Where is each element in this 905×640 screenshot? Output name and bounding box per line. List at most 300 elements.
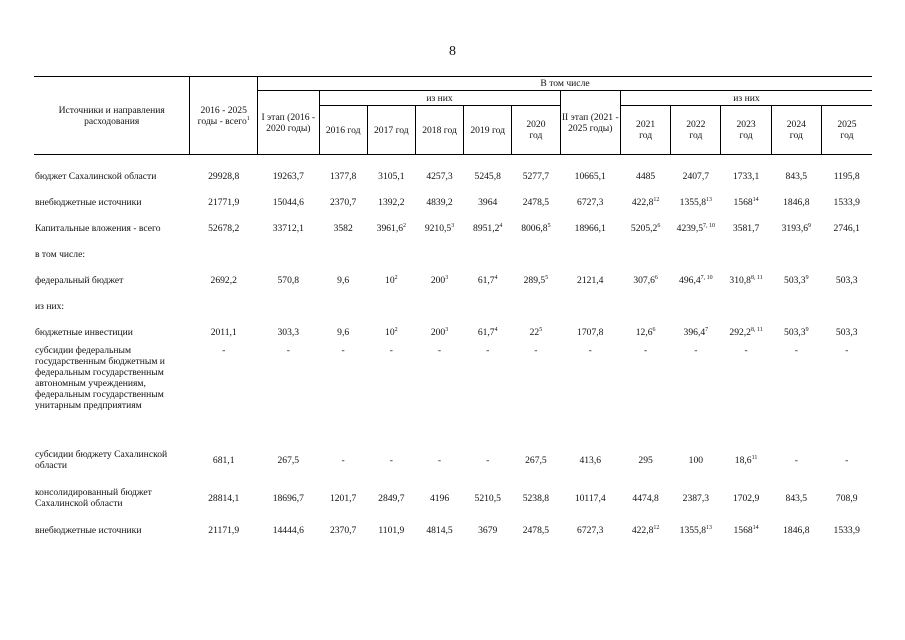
table-cell <box>367 345 415 441</box>
table-cell <box>560 189 621 215</box>
table-cell <box>560 319 621 345</box>
cell-footnote: 2 <box>394 326 398 333</box>
table-cell <box>415 441 463 479</box>
cell-value: - <box>437 345 442 356</box>
table-cell <box>512 517 560 543</box>
cell-value: 18,6 <box>734 454 752 466</box>
cell-footnote: 2 <box>394 274 398 281</box>
cell-footnote: 5 <box>539 326 543 333</box>
table-row <box>34 479 872 517</box>
cell-value: - <box>486 454 490 466</box>
cell-value: 708,9 <box>835 492 858 504</box>
table-cell <box>621 189 671 215</box>
table-cell <box>415 517 463 543</box>
cell-value: 9,6 <box>337 274 350 286</box>
table-cell <box>415 345 463 441</box>
header-year: 2021 год <box>621 106 671 155</box>
table-cell <box>721 215 771 241</box>
cell-value: 1707,8 <box>577 326 604 338</box>
table-row <box>34 441 872 479</box>
cell-value: 3193,6 <box>781 222 809 234</box>
table-cell <box>621 267 671 293</box>
cell-footnote: 14 <box>752 524 759 531</box>
cell-value: 2387,3 <box>682 492 710 504</box>
row-label: внебюджетные источники <box>35 196 142 208</box>
table-cell <box>512 319 560 345</box>
table-cell <box>621 241 671 267</box>
table-cell <box>560 241 621 267</box>
table-cell <box>367 189 415 215</box>
cell-value: - <box>341 345 345 356</box>
table-cell <box>258 155 320 190</box>
table-cell <box>671 155 721 190</box>
table-cell <box>671 267 721 293</box>
cell-footnote: 14 <box>752 196 759 203</box>
table-cell <box>190 441 258 479</box>
table-cell <box>190 155 258 190</box>
cell-value: 2370,7 <box>329 196 357 208</box>
row-label: бюджет Сахалинской области <box>35 170 157 182</box>
table-cell <box>821 241 872 267</box>
table-cell <box>367 215 415 241</box>
table-cell <box>621 441 671 479</box>
table-cell <box>367 517 415 543</box>
table-row <box>34 155 872 190</box>
table-cell <box>367 479 415 517</box>
table-cell <box>721 319 771 345</box>
header-of-them-1: из них <box>319 91 560 106</box>
table-cell <box>821 479 872 517</box>
cell-footnote: 4 <box>499 222 503 229</box>
table-cell <box>258 319 320 345</box>
table-row <box>34 293 872 319</box>
table-cell <box>464 319 512 345</box>
table-row <box>34 517 872 543</box>
cell-value: 52678,2 <box>208 222 240 234</box>
cell-value: - <box>694 345 698 356</box>
cell-value: 307,6 <box>633 274 655 286</box>
header-year: 2023 год <box>721 106 771 155</box>
cell-value: 4196 <box>429 492 450 504</box>
header-stage2: II этап (2021 - 2025 годы) <box>560 91 621 155</box>
cell-value: 3964 <box>478 196 498 208</box>
cell-value: 1533,9 <box>833 196 860 208</box>
cell-value: 1355,8 <box>679 524 707 536</box>
table-cell <box>415 189 463 215</box>
table-cell <box>319 293 367 319</box>
cell-value: 6727,3 <box>577 196 604 208</box>
table-cell <box>821 293 872 319</box>
cell-value: 2746,1 <box>833 222 860 234</box>
cell-value: 1846,8 <box>783 524 810 536</box>
table-cell <box>821 441 872 479</box>
table-cell <box>671 441 721 479</box>
table-cell <box>821 319 872 345</box>
table-cell <box>671 215 721 241</box>
table-cell <box>771 215 821 241</box>
header-year: 2017 год <box>367 106 415 155</box>
table-cell <box>671 293 721 319</box>
header-of-them-2: из них <box>621 91 873 106</box>
cell-value: - <box>845 345 849 356</box>
table-cell <box>367 319 415 345</box>
table-cell <box>560 267 621 293</box>
cell-value: 1568 <box>733 196 753 208</box>
cell-value: 570,8 <box>277 274 300 286</box>
budget-table <box>34 76 872 543</box>
cell-value: 843,5 <box>785 492 808 504</box>
table-header <box>34 77 872 155</box>
cell-value: 4814,5 <box>426 524 453 536</box>
table-cell <box>771 189 821 215</box>
table-cell <box>512 345 560 441</box>
cell-value: 200 <box>430 274 446 286</box>
cell-footnote: 2 <box>403 222 407 229</box>
table-cell <box>464 441 512 479</box>
cell-value: 1568 <box>733 524 753 536</box>
cell-value: 12,6 <box>635 326 653 338</box>
table-cell <box>771 517 821 543</box>
table-cell <box>415 267 463 293</box>
table-cell <box>512 155 560 190</box>
header-year: 2018 год <box>415 106 463 155</box>
row-label: внебюджетные источники <box>35 524 142 536</box>
table-cell <box>721 155 771 190</box>
cell-value: - <box>845 454 849 466</box>
table-row <box>34 345 872 441</box>
cell-value: 15044,6 <box>272 196 304 208</box>
cell-value: 8006,8 <box>521 222 548 234</box>
table-cell <box>821 215 872 241</box>
cell-value: 396,4 <box>683 326 706 338</box>
cell-value: 5210,5 <box>474 492 501 504</box>
header-total <box>190 77 258 155</box>
table-cell <box>367 155 415 190</box>
table-cell <box>464 155 512 190</box>
table-cell <box>367 241 415 267</box>
cell-value: 413,6 <box>579 454 602 466</box>
cell-value: - <box>341 454 345 466</box>
table-cell <box>258 441 320 479</box>
table-cell <box>771 267 821 293</box>
cell-footnote: 9 <box>805 274 809 281</box>
table-cell <box>258 241 320 267</box>
header-year: 2025 год <box>821 106 872 155</box>
cell-value: 1733,1 <box>732 170 760 182</box>
table-cell <box>560 215 621 241</box>
cell-value: 422,8 <box>631 196 654 208</box>
cell-value: - <box>794 454 798 466</box>
cell-value: 5245,8 <box>474 170 501 182</box>
cell-value: 267,5 <box>277 454 300 466</box>
cell-footnote: 5 <box>545 274 549 281</box>
table-row <box>34 319 872 345</box>
cell-value: 2692,2 <box>210 274 237 286</box>
cell-value: 5238,8 <box>522 492 550 504</box>
cell-value: 200 <box>430 326 446 338</box>
table-cell <box>464 517 512 543</box>
table-cell <box>560 345 621 441</box>
cell-footnote: 8, 11 <box>750 274 763 281</box>
table-body <box>34 155 872 544</box>
cell-value: 3581,7 <box>732 222 760 234</box>
cell-value: - <box>389 454 393 466</box>
table-row <box>34 241 872 267</box>
row-label: в том числе: <box>35 248 86 260</box>
table-cell <box>671 319 721 345</box>
cell-value: 9,6 <box>337 326 350 338</box>
table-cell <box>258 479 320 517</box>
table-cell <box>258 189 320 215</box>
cell-value: - <box>588 345 592 356</box>
row-label: субсидии федеральным государственным бюджетным и федеральным государственным автономным учреждениям, федеральным государственным унитарным предприятиям <box>35 345 165 411</box>
cell-value: 28814,1 <box>208 492 240 504</box>
page-number: 8 <box>449 44 456 59</box>
cell-footnote: 7, 10 <box>703 222 716 229</box>
table-cell <box>621 293 671 319</box>
table-cell <box>512 293 560 319</box>
cell-value: 10665,1 <box>574 170 606 182</box>
header-year: 2024 год <box>771 106 821 155</box>
table-cell <box>415 155 463 190</box>
table-cell <box>319 479 367 517</box>
cell-footnote: 9 <box>805 326 809 333</box>
cell-value: 100 <box>688 454 704 466</box>
cell-value: 61,7 <box>477 326 495 338</box>
cell-value: - <box>534 345 538 356</box>
table-cell <box>560 517 621 543</box>
table-cell <box>671 241 721 267</box>
header-year: 2020 год <box>512 106 560 155</box>
cell-value: 4474,8 <box>632 492 659 504</box>
cell-value: 4239,5 <box>676 222 704 234</box>
cell-footnote: 3 <box>445 274 449 281</box>
table-cell <box>721 517 771 543</box>
table-cell <box>771 345 821 441</box>
table-cell <box>319 441 367 479</box>
cell-value: 3961,6 <box>376 222 404 234</box>
cell-value: 14444,6 <box>272 524 304 536</box>
cell-value: 310,8 <box>729 274 751 286</box>
table-cell <box>621 155 671 190</box>
cell-value: - <box>389 345 393 356</box>
cell-value: 2407,7 <box>682 170 710 182</box>
cell-footnote: 12 <box>653 196 660 203</box>
table-cell <box>190 479 258 517</box>
cell-footnote: 8, 11 <box>750 326 763 333</box>
cell-value: 18696,7 <box>272 492 304 504</box>
cell-footnote: 12 <box>653 524 660 531</box>
table-cell <box>671 517 721 543</box>
table-cell <box>721 293 771 319</box>
cell-value: 2478,5 <box>522 524 550 536</box>
table-cell <box>671 345 721 441</box>
table-cell <box>771 479 821 517</box>
table-cell <box>512 267 560 293</box>
table-cell <box>258 517 320 543</box>
table-cell <box>771 441 821 479</box>
row-label: Капитальные вложения - всего <box>35 222 161 234</box>
table-cell <box>671 189 721 215</box>
cell-value: 1195,8 <box>833 170 860 182</box>
table-cell <box>190 345 258 441</box>
table-cell <box>721 345 771 441</box>
table-cell <box>190 319 258 345</box>
row-label: консолидированный бюджет Сахалинской области <box>35 487 152 509</box>
cell-footnote: 4 <box>494 274 498 281</box>
header-in-that-number: В том числе <box>258 77 872 91</box>
table-cell <box>415 215 463 241</box>
cell-value: 4839,2 <box>426 196 453 208</box>
cell-value: - <box>486 345 490 356</box>
table-cell <box>721 267 771 293</box>
table-cell <box>512 441 560 479</box>
table-cell <box>512 479 560 517</box>
cell-value: - <box>222 345 226 356</box>
cell-footnote: 6 <box>654 274 658 281</box>
table-cell <box>721 189 771 215</box>
table-cell <box>319 215 367 241</box>
table-cell <box>190 189 258 215</box>
table-cell <box>721 441 771 479</box>
cell-value: 3582 <box>333 222 353 234</box>
cell-value: 10117,4 <box>574 492 606 504</box>
cell-value: 4257,3 <box>426 170 453 182</box>
cell-footnote: 11 <box>751 454 758 461</box>
cell-value: 303,3 <box>277 326 300 338</box>
header-year: 2016 год <box>319 106 367 155</box>
row-label: субсидии бюджету Сахалинской области <box>35 449 168 471</box>
cell-value: 8951,2 <box>473 222 500 234</box>
table-cell <box>190 267 258 293</box>
cell-value: 4485 <box>636 170 656 182</box>
cell-value: 2849,7 <box>378 492 405 504</box>
cell-value: 19263,7 <box>272 170 304 182</box>
cell-value: 6727,3 <box>577 524 604 536</box>
header-total-footnote: 1 <box>246 115 250 122</box>
cell-value: 3105,1 <box>378 170 405 182</box>
cell-value: 61,7 <box>477 274 495 286</box>
table-cell <box>367 267 415 293</box>
cell-value: 33712,1 <box>272 222 304 234</box>
cell-value: 503,3 <box>784 326 806 338</box>
table-cell <box>464 293 512 319</box>
table-cell <box>821 155 872 190</box>
cell-value: 9210,5 <box>424 222 452 234</box>
header-stage1: I этап (2016 - 2020 годы) <box>258 91 320 155</box>
table-cell <box>621 215 671 241</box>
cell-footnote: 13 <box>706 196 713 203</box>
cell-value: 292,2 <box>729 326 751 338</box>
cell-value: 2478,5 <box>522 196 550 208</box>
table-cell <box>560 293 621 319</box>
table-cell <box>771 155 821 190</box>
table-cell <box>258 293 320 319</box>
table-cell <box>771 241 821 267</box>
cell-value: 21771,9 <box>208 196 240 208</box>
cell-value: 843,5 <box>785 170 808 182</box>
table-cell <box>464 189 512 215</box>
cell-value: 295 <box>638 454 653 466</box>
header-sources <box>34 77 190 155</box>
cell-value: 503,3 <box>835 274 858 286</box>
cell-value: 10 <box>385 274 395 286</box>
cell-footnote: 13 <box>706 524 713 531</box>
table-cell <box>415 319 463 345</box>
cell-value: 2121,4 <box>577 274 604 286</box>
table-cell <box>415 293 463 319</box>
cell-footnote: 9 <box>808 222 812 229</box>
table-cell <box>512 241 560 267</box>
cell-value: - <box>437 454 442 466</box>
row-label: федеральный бюджет <box>35 274 124 286</box>
table-cell <box>319 241 367 267</box>
table-cell <box>512 189 560 215</box>
cell-value: 503,3 <box>784 274 806 286</box>
cell-footnote: 4 <box>494 326 498 333</box>
cell-value: 1702,9 <box>732 492 760 504</box>
cell-value: 3679 <box>478 524 498 536</box>
cell-value: 503,3 <box>835 326 858 338</box>
table-cell <box>367 441 415 479</box>
table-cell <box>821 267 872 293</box>
cell-value: 2011,1 <box>210 326 237 338</box>
table-cell <box>721 241 771 267</box>
cell-value: 1392,2 <box>378 196 405 208</box>
table-cell <box>464 215 512 241</box>
table-cell <box>190 517 258 543</box>
cell-value: 1201,7 <box>329 492 357 504</box>
cell-value: - <box>744 345 748 356</box>
cell-footnote: 6 <box>652 326 656 333</box>
table-cell <box>771 293 821 319</box>
table-cell <box>560 155 621 190</box>
cell-footnote: 6 <box>657 222 661 229</box>
table-cell <box>771 319 821 345</box>
table-cell <box>671 479 721 517</box>
cell-value: 10 <box>385 326 395 338</box>
table-cell <box>319 319 367 345</box>
table-cell <box>621 517 671 543</box>
cell-value: 681,1 <box>212 454 235 466</box>
table-cell <box>258 215 320 241</box>
table-cell <box>464 479 512 517</box>
cell-value: 267,5 <box>525 454 547 466</box>
cell-value: 18966,1 <box>574 222 606 234</box>
table-cell <box>560 441 621 479</box>
table-cell <box>464 241 512 267</box>
cell-value: - <box>644 345 648 356</box>
cell-footnote: 3 <box>451 222 455 229</box>
table-cell <box>464 345 512 441</box>
table-cell <box>190 293 258 319</box>
table-row <box>34 189 872 215</box>
cell-value: 29928,8 <box>208 170 240 182</box>
table-cell <box>319 345 367 441</box>
header-year: 2019 год <box>464 106 512 155</box>
table-cell <box>415 479 463 517</box>
row-label: из них: <box>35 300 65 312</box>
cell-value: 1533,9 <box>833 524 860 536</box>
table-cell <box>415 241 463 267</box>
cell-value: - <box>286 345 290 356</box>
cell-footnote: 3 <box>445 326 449 333</box>
header-year: 2022 год <box>671 106 721 155</box>
header-sources-label: Источники и направления расходования <box>58 104 165 127</box>
cell-value: 22 <box>529 326 540 338</box>
header-total-label: 2016 - 2025 годы - всего <box>197 104 247 127</box>
cell-value: 1846,8 <box>783 196 810 208</box>
